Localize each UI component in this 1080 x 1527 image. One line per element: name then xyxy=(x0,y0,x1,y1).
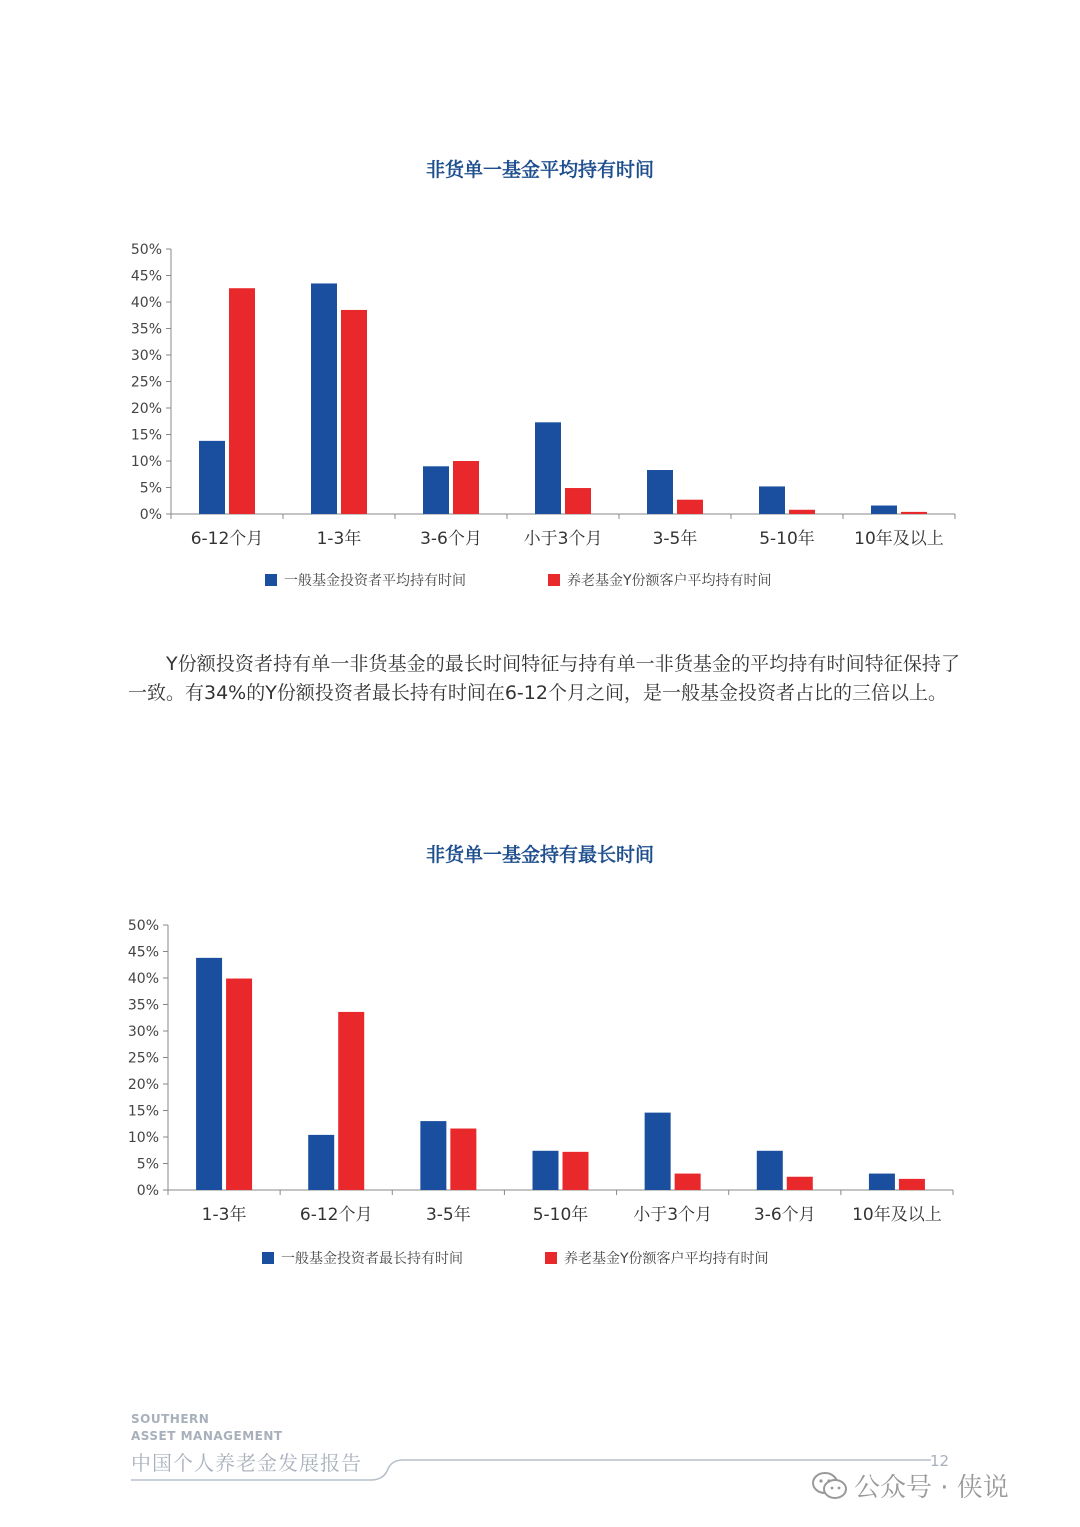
chart2-category-label: 5-10年 xyxy=(532,1205,589,1225)
chart2-ytick-label: 30% xyxy=(127,1024,159,1040)
chart1-legend-swatch1 xyxy=(265,574,277,586)
chart1-bar-series2 xyxy=(901,512,927,514)
chart2-plot xyxy=(0,906,1080,1286)
chart1-bar-series2 xyxy=(229,288,255,514)
chart2-bar-series2 xyxy=(450,1129,476,1190)
chart1-category-label: 6-12个月 xyxy=(190,529,264,549)
chart1-ytick-label: 0% xyxy=(139,507,162,523)
chart2-ytick-label: 35% xyxy=(127,997,159,1014)
chart2-ytick-label: 50% xyxy=(127,918,159,934)
chart2-ytick-label: 40% xyxy=(127,971,159,987)
chart2-ytick-label: 15% xyxy=(127,1103,159,1120)
chart2-category-label: 小于3个月 xyxy=(633,1205,713,1225)
chart2-bar-series1 xyxy=(420,1121,446,1190)
chart1-category-label: 10年及以上 xyxy=(854,529,944,549)
chart1-bar-series2 xyxy=(565,488,591,514)
chart2-bar-series1 xyxy=(533,1151,559,1190)
chart1-bar-series1 xyxy=(535,422,561,514)
body-paragraph: Y份额投资者持有单一非货基金的最长时间特征与持有单一非货基金的平均持有时间特征保持了一致。有34%的Y份额投资者最长持有时间在6-12个月之间，是一般基金投资者占比的三倍以上。 xyxy=(128,653,960,704)
chart1-legend-label2: 养老基金Y份额客户平均持有时间 xyxy=(567,573,772,589)
watermark-text: 公众号 · 侠说 xyxy=(854,1473,1009,1503)
chart1-category-label: 1-3年 xyxy=(316,529,362,549)
chart2-bar-series2 xyxy=(226,979,252,1190)
chart1-ytick-label: 30% xyxy=(130,348,162,364)
chart1-ytick-label: 5% xyxy=(139,480,162,497)
chart1-bar-series1 xyxy=(871,506,897,514)
chart2-ytick-label: 20% xyxy=(127,1077,159,1093)
wechat-icon xyxy=(812,1471,848,1501)
chart1-category-label: 5-10年 xyxy=(759,529,815,549)
chart2-bar-series1 xyxy=(645,1113,671,1190)
footer-report-title: 中国个人养老金发展报告 xyxy=(131,1451,362,1475)
chart2-bar-series2 xyxy=(338,1012,364,1190)
chart2-legend-swatch1 xyxy=(262,1252,274,1264)
chart1-bar-series2 xyxy=(453,461,479,514)
chart1-category-label: 3-6个月 xyxy=(420,529,482,549)
chart2-bar-series2 xyxy=(899,1179,925,1190)
chart1-ytick-label: 40% xyxy=(130,295,162,311)
chart2-legend-label2: 养老基金Y份额客户平均持有时间 xyxy=(564,1251,769,1267)
chart1-category-label: 3-5年 xyxy=(652,529,698,549)
chart1-legend-label1: 一般基金投资者平均持有时间 xyxy=(284,573,466,589)
chart2-ytick-label: 10% xyxy=(127,1130,159,1146)
chart2-bar-series1 xyxy=(196,958,222,1190)
chart1-bar-series1 xyxy=(647,470,673,514)
chart1-ytick-label: 45% xyxy=(130,268,162,285)
chart2-legend-swatch2 xyxy=(545,1252,557,1264)
chart1-bar-series1 xyxy=(199,441,225,514)
chart1-bar-series1 xyxy=(423,466,449,514)
footer-divider xyxy=(131,1455,931,1485)
watermark xyxy=(812,1467,1009,1504)
chart2-bar-series1 xyxy=(757,1151,783,1190)
chart1-bar-series2 xyxy=(789,510,815,514)
chart2-ytick-label: 5% xyxy=(136,1156,159,1173)
chart1-legend-swatch2 xyxy=(548,574,560,586)
chart2-ytick-label: 0% xyxy=(136,1183,159,1199)
chart1-bar-series1 xyxy=(759,486,785,514)
chart2-category-label: 1-3年 xyxy=(201,1205,247,1225)
chart1-ytick-label: 10% xyxy=(130,454,162,470)
chart1-ytick-label: 20% xyxy=(130,401,162,417)
chart2-category-label: 3-5年 xyxy=(425,1205,471,1225)
chart1-ytick-label: 50% xyxy=(130,242,162,258)
chart2-category-label: 6-12个月 xyxy=(299,1205,373,1225)
chart1-plot xyxy=(0,230,1080,610)
chart1-ytick-label: 35% xyxy=(130,321,162,338)
chart2-ytick-label: 45% xyxy=(127,944,159,961)
chart2-category-label: 3-6个月 xyxy=(753,1205,816,1225)
chart1-bar-series1 xyxy=(311,283,337,514)
page-number: 12 xyxy=(930,1452,950,1470)
chart2-bar-series1 xyxy=(869,1174,895,1190)
footer-brand-line2: ASSET MANAGEMENT xyxy=(131,1429,283,1443)
chart1-ytick-label: 15% xyxy=(130,427,162,444)
chart1-category-label: 小于3个月 xyxy=(523,529,603,549)
chart2-bar-series1 xyxy=(308,1135,334,1190)
chart2-bar-series2 xyxy=(563,1152,589,1190)
chart2-ytick-label: 25% xyxy=(127,1050,159,1067)
footer-brand-line1: SOUTHERN xyxy=(131,1412,210,1426)
chart1-bar-series2 xyxy=(677,500,703,514)
chart2-bar-series2 xyxy=(787,1177,813,1190)
chart2-title: 非货单一基金持有最长时间 xyxy=(425,844,654,866)
chart2-legend-label1: 一般基金投资者最长持有时间 xyxy=(281,1251,463,1267)
chart1-ytick-label: 25% xyxy=(130,374,162,391)
chart1-title: 非货单一基金平均持有时间 xyxy=(425,159,654,181)
chart2-bar-series2 xyxy=(675,1174,701,1190)
chart2-category-label: 10年及以上 xyxy=(852,1205,942,1225)
chart1-bar-series2 xyxy=(341,310,367,514)
